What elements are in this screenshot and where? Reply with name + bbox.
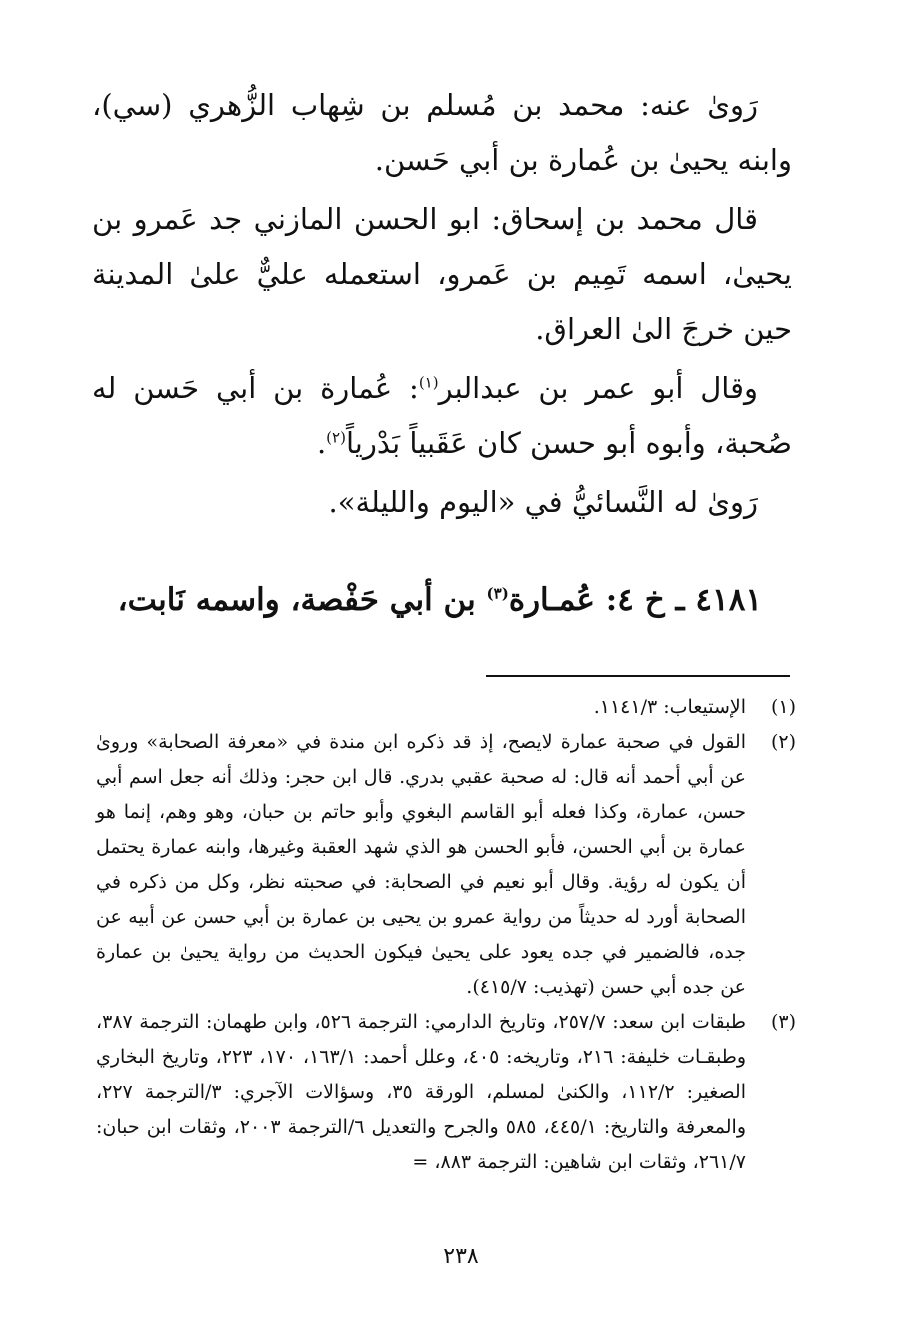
footnotes	[96, 690, 796, 1180]
entry-number: ٤١٨١ ـ خ ٤:	[605, 582, 762, 618]
footnote-ref-2[interactable]: (٢)	[326, 428, 346, 447]
page-number: ٢٣٨	[443, 1244, 479, 1269]
footnote-number: (١)	[770, 696, 796, 718]
footnote-text: طبقات ابن سعد: ٢٥٧/٧، وتاريخ الدارمي: الترجمة ٥٢٦، وابن طهمان: الترجمة ٣٨٧، وطبقـات خليفة: ٢١٦، وتاريخه: ٤٠٥، وعلل أحمد: ١٦٣/١، ١٧٠، ٢٢٣، وتاريخ البخاري الصغير: ١١٢/٢، والكنىٰ لمسلم، الورقة ٣٥، وسؤالات الآجري: ٣/الترجمة ٢٢٧، والمعرفة والتاريخ: ٤٤٥/١، ٥٨٥ والجرح والتعديل ٦/الترجمة ٢٠٠٣، وثقات ابن حبان: ٢٦١/٧، وثقات ابن شاهين: الترجمة ٨٨٣، =	[96, 1011, 746, 1173]
text-segment: .	[316, 426, 327, 460]
text-segment: : عُمارة بن أبي حَسن له صُحبة، وأبوه أبو حسن كان عَقَبياً بَدْرياً	[92, 371, 792, 460]
paragraph-ibn-ishaq: قال محمد بن إسحاق: ابو الحسن المازني جد عَمرو بن يحيىٰ، اسمه تَمِيم بن عَمرو، استعمله عليٌّ علىٰ المدينة حين خرجَ الىٰ العراق.	[92, 202, 792, 346]
entry-name: عُمـارة	[508, 582, 595, 618]
footnote-divider	[486, 675, 790, 677]
footnote-2	[96, 725, 796, 1005]
paragraph-narrators: رَوىٰ عنه: محمد بن مُسلم بن شِهاب الزُّهري (سي)، وابنه يحيىٰ بن عُمارة بن أبي حَسن.	[92, 88, 792, 177]
text-segment: وقال أبو عمر بن عبدالبر	[438, 371, 758, 405]
footnote-3	[96, 1005, 796, 1180]
footnote-ref-3[interactable]: (٣)	[486, 584, 509, 603]
entry-heading	[92, 570, 792, 630]
footnote-number: (٢)	[770, 731, 796, 753]
main-text	[92, 78, 792, 534]
footnote-1	[96, 690, 796, 725]
footnote-ref-1[interactable]: (١)	[418, 373, 439, 392]
footnote-text: الإستيعاب: ١١٤١/٣.	[593, 696, 746, 718]
footnote-number: (٣)	[770, 1011, 796, 1033]
paragraph-nasai: رَوىٰ له النَّسائيُّ في «اليوم والليلة».	[328, 485, 758, 519]
entry-rest: بن أبي حَفْصة، واسمه نَابت،	[117, 582, 476, 618]
footnote-text: القول في صحبة عمارة لايصح، إذ قد ذكره ابن مندة في «معرفة الصحابة» وروىٰ عن أبي أحمد أنه قال: له صحبة عقبي بدري. قال ابن حجر: وذلك أنه جعل اسم أبي حسن، عمارة، وكذا فعله أبو القاسم البغوي وأبو حاتم بن حبان، وهو وهم، إنما هو عمارة بن أبي الحسن، فأبو الحسن هو الذي شهد العقبة وغيرها، وابنه عمارة يحتمل أن يكون له رؤية. وقال أبو نعيم في الصحابة: في صحبته نظر، وكل من ذكره في الصحابة أورد له حديثاً من رواية عمرو بن يحيى بن عمارة بن أبي حسن عن أبيه عن جده، فالضمير في جده يعود على يحيىٰ فيكون الحديث من رواية يحيىٰ بن عمارة عن جده أبي حسن (تهذيب: ٤١٥/٧).	[96, 731, 746, 998]
paragraph-ibn-abdulbarr	[92, 361, 792, 471]
